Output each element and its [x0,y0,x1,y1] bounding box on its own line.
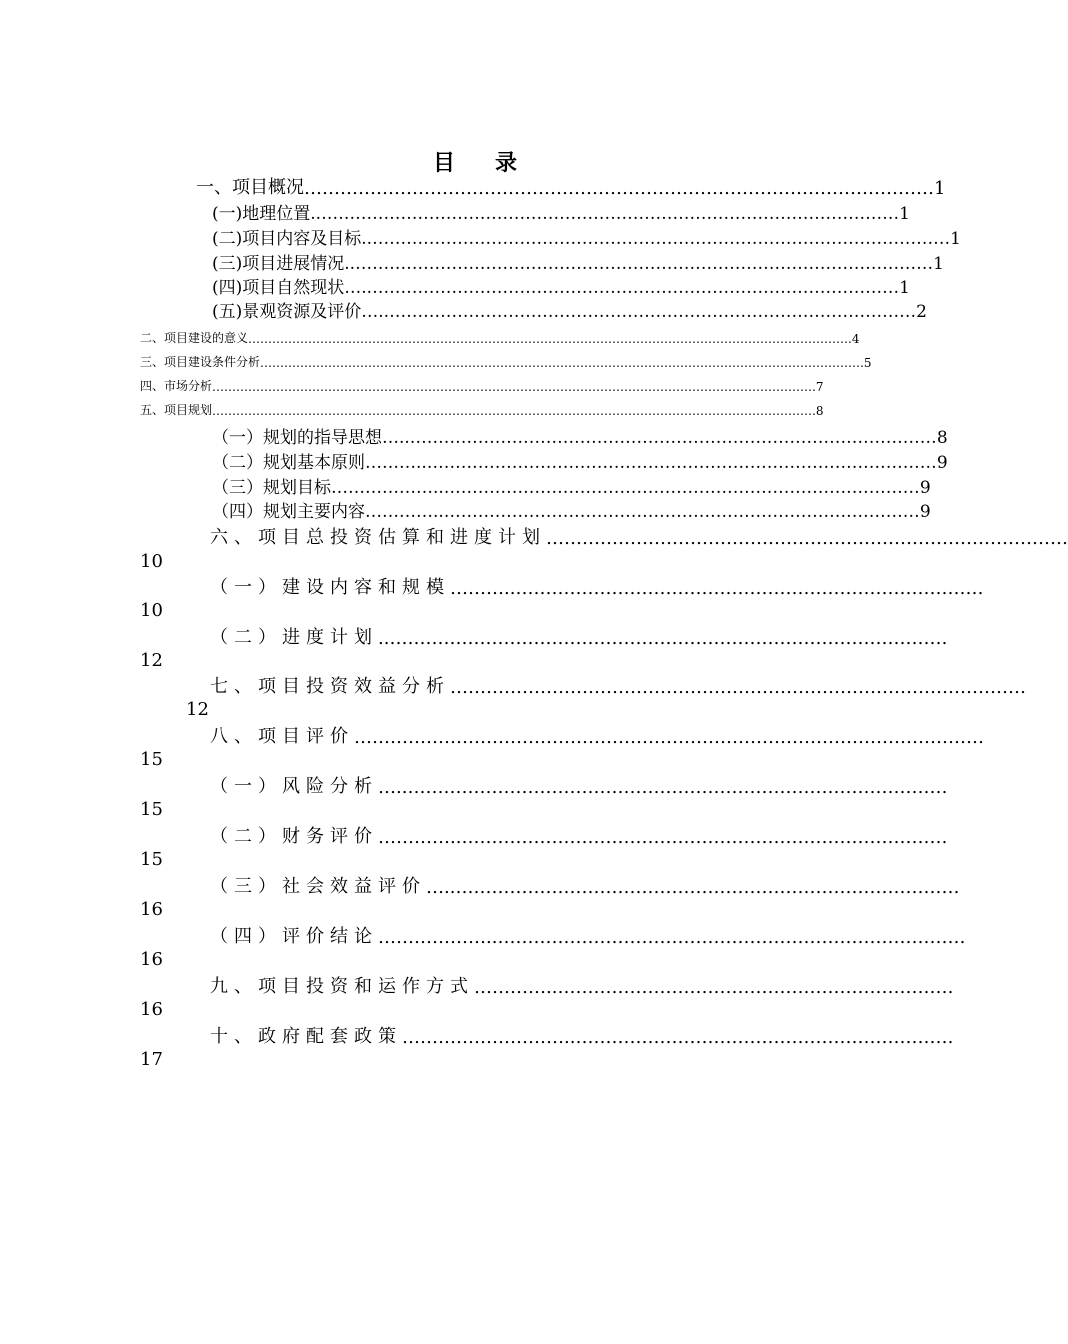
leader-dots: …..………………………………………………………………………… [426,877,960,898]
toc-entry-s5-2[interactable]: （二）规划基本原则 ………..……………………………………………………………………………… 9 [212,453,948,473]
toc-entry-s8[interactable]: 八、项目评价 …………………………………………………………………………………………… [210,726,984,748]
leader-dots: ………………………..……………………………………………………… [402,1027,954,1048]
toc-entry-s5-4[interactable]: （四）规划主要内容 …………..………………………………………………………………………… 9 [212,502,931,522]
leader-dots: ………..…………………………………………………………………… [450,578,984,599]
toc-entry-s1[interactable]: 一、项目概况 …………………………………………………………………………………………… 1 [196,177,946,199]
leader-dots: …………………………………………………………………………………………………………………………………… [212,380,813,394]
toc-entry-s5-3[interactable]: （三）规划目标 ………………..………………………………………………………………………… 9 [212,478,931,498]
toc-page-s10: 17 [140,1049,163,1070]
toc-entry-s4[interactable]: 四、市场分析 …………………………………………………………………………………………………………………………………… . 7 [140,379,824,394]
toc-entry-s10[interactable]: 十、政府配套政策 ………………………..……………………………………………………… [210,1026,954,1048]
toc-page-s7: 12 [186,699,209,720]
toc-entry-s8-3[interactable]: （三）社会效益评价 …..………………………………………………………………………… [210,876,960,898]
toc-title: 目 录 [432,150,518,176]
toc-page-s6-1: 10 [140,600,163,621]
leader-dots: ..………………………………………………………………………………… [378,628,948,649]
leader-dots: …………………………………………………………………………… [546,528,1068,549]
toc-entry-s9[interactable]: 九、项目投资和运作方式 …………..………………………………………………………… [210,976,954,998]
leader-dots: …..………………………………………………………………………………… [361,302,917,322]
toc-entry-s5-1[interactable]: （一）规划的指导思想 …..………………………………………………………………………………… 8 [212,428,948,448]
toc-entry-s8-1[interactable]: （一）风险分析 …..……………………………………………………………………………… [210,776,948,798]
leader-dots: …..………………………………………………………………………………… [344,278,900,298]
leader-dots: …………..………………………………………………………………………… [365,502,920,522]
toc-entry-s6-1[interactable]: （一）建设内容和规模 ………..…………………………………………………………………… [210,577,984,599]
leader-dots: …………..……………………………………………………………………… [378,827,948,848]
toc-entry-s3[interactable]: 三、项目建设条件分析 …………………………………………………………………………………………………………………………………… . 5 [140,355,872,370]
toc-entry-s1-4[interactable]: (四)项目自然现状 …..………………………………………………………………………………… 1 [212,278,910,298]
leader-dots: ………..……………………………………………………………………………… [365,453,937,473]
toc-page-s8-4: 16 [140,949,163,970]
toc-entry-s1-3[interactable]: (三)项目进展情况 ..………………………………………………………………………………………… 1 [212,254,944,274]
leader-dots: ………………..………………………………………………………………………… [331,478,920,498]
leader-dots: ..………………………………………………………………………………………… [361,229,951,249]
toc-entry-s6[interactable]: 六、项目总投资估算和进度计划 …………………………………………………………………………… [210,527,1068,549]
toc-entry-s6-2[interactable]: （二）进度计划 ..………………………………………………………………………………… [210,627,948,649]
leader-dots: …………………………………………………………………………………………………………………………………… [212,404,813,418]
toc-entry-s2[interactable]: 二、项目建设的意义 …………………………………………………………………………………………………………………………………… . 4 [140,331,860,346]
leader-dots: …..……………………………………………………………………………… [378,777,948,798]
toc-entry-s7[interactable]: 七、项目投资效益分析 …………………………………………………………………………………… [210,676,1026,698]
leader-dots: ..………………………………………………………………………………………… [310,204,900,224]
toc-entry-s8-4[interactable]: （四）评价结论 ………………..…………………………………………………………………… [210,926,966,948]
toc-entry-s8-2[interactable]: （二）财务评价 …………..……………………………………………………………………… [210,826,948,848]
leader-dots: …………………………………………………………………………………………… [304,178,934,199]
toc-entry-s1-5[interactable]: (五)景观资源及评价 …..………………………………………………………………………………… 2 [212,302,927,322]
toc-entry-s1-1[interactable]: (一)地理位置 ..………………………………………………………………………………………… 1 [212,204,910,224]
toc-page-s8-1: 15 [140,799,163,820]
leader-dots: …………………………………………………………………………………………………………………………………… [260,356,861,370]
leader-dots: …………..………………………………………………………… [474,977,954,998]
toc-page-s8: 15 [140,749,163,770]
leader-dots: …………………………………………………………………………………………… [354,727,984,748]
toc-page-s9: 16 [140,999,163,1020]
leader-dots: ..………………………………………………………………………………………… [344,254,934,274]
toc-page-s6: 10 [140,551,163,572]
leader-dots: …………………………………………………………………………………… [450,677,1026,698]
leader-dots: …..………………………………………………………………………………… [382,428,937,448]
toc-page-s8-2: 15 [140,849,163,870]
toc-page-s6-2: 12 [140,650,163,671]
toc-entry-s5[interactable]: 五、项目规划 …………………………………………………………………………………………………………………………………… . 8 [140,403,824,418]
leader-dots: …………………………………………………………………………………………………………………………………… [248,332,849,346]
toc-entry-s1-2[interactable]: (二)项目内容及目标 ..………………………………………………………………………………………… 1 [212,229,961,249]
toc-page-s8-3: 16 [140,899,163,920]
leader-dots: ………………..…………………………………………………………………… [378,927,966,948]
